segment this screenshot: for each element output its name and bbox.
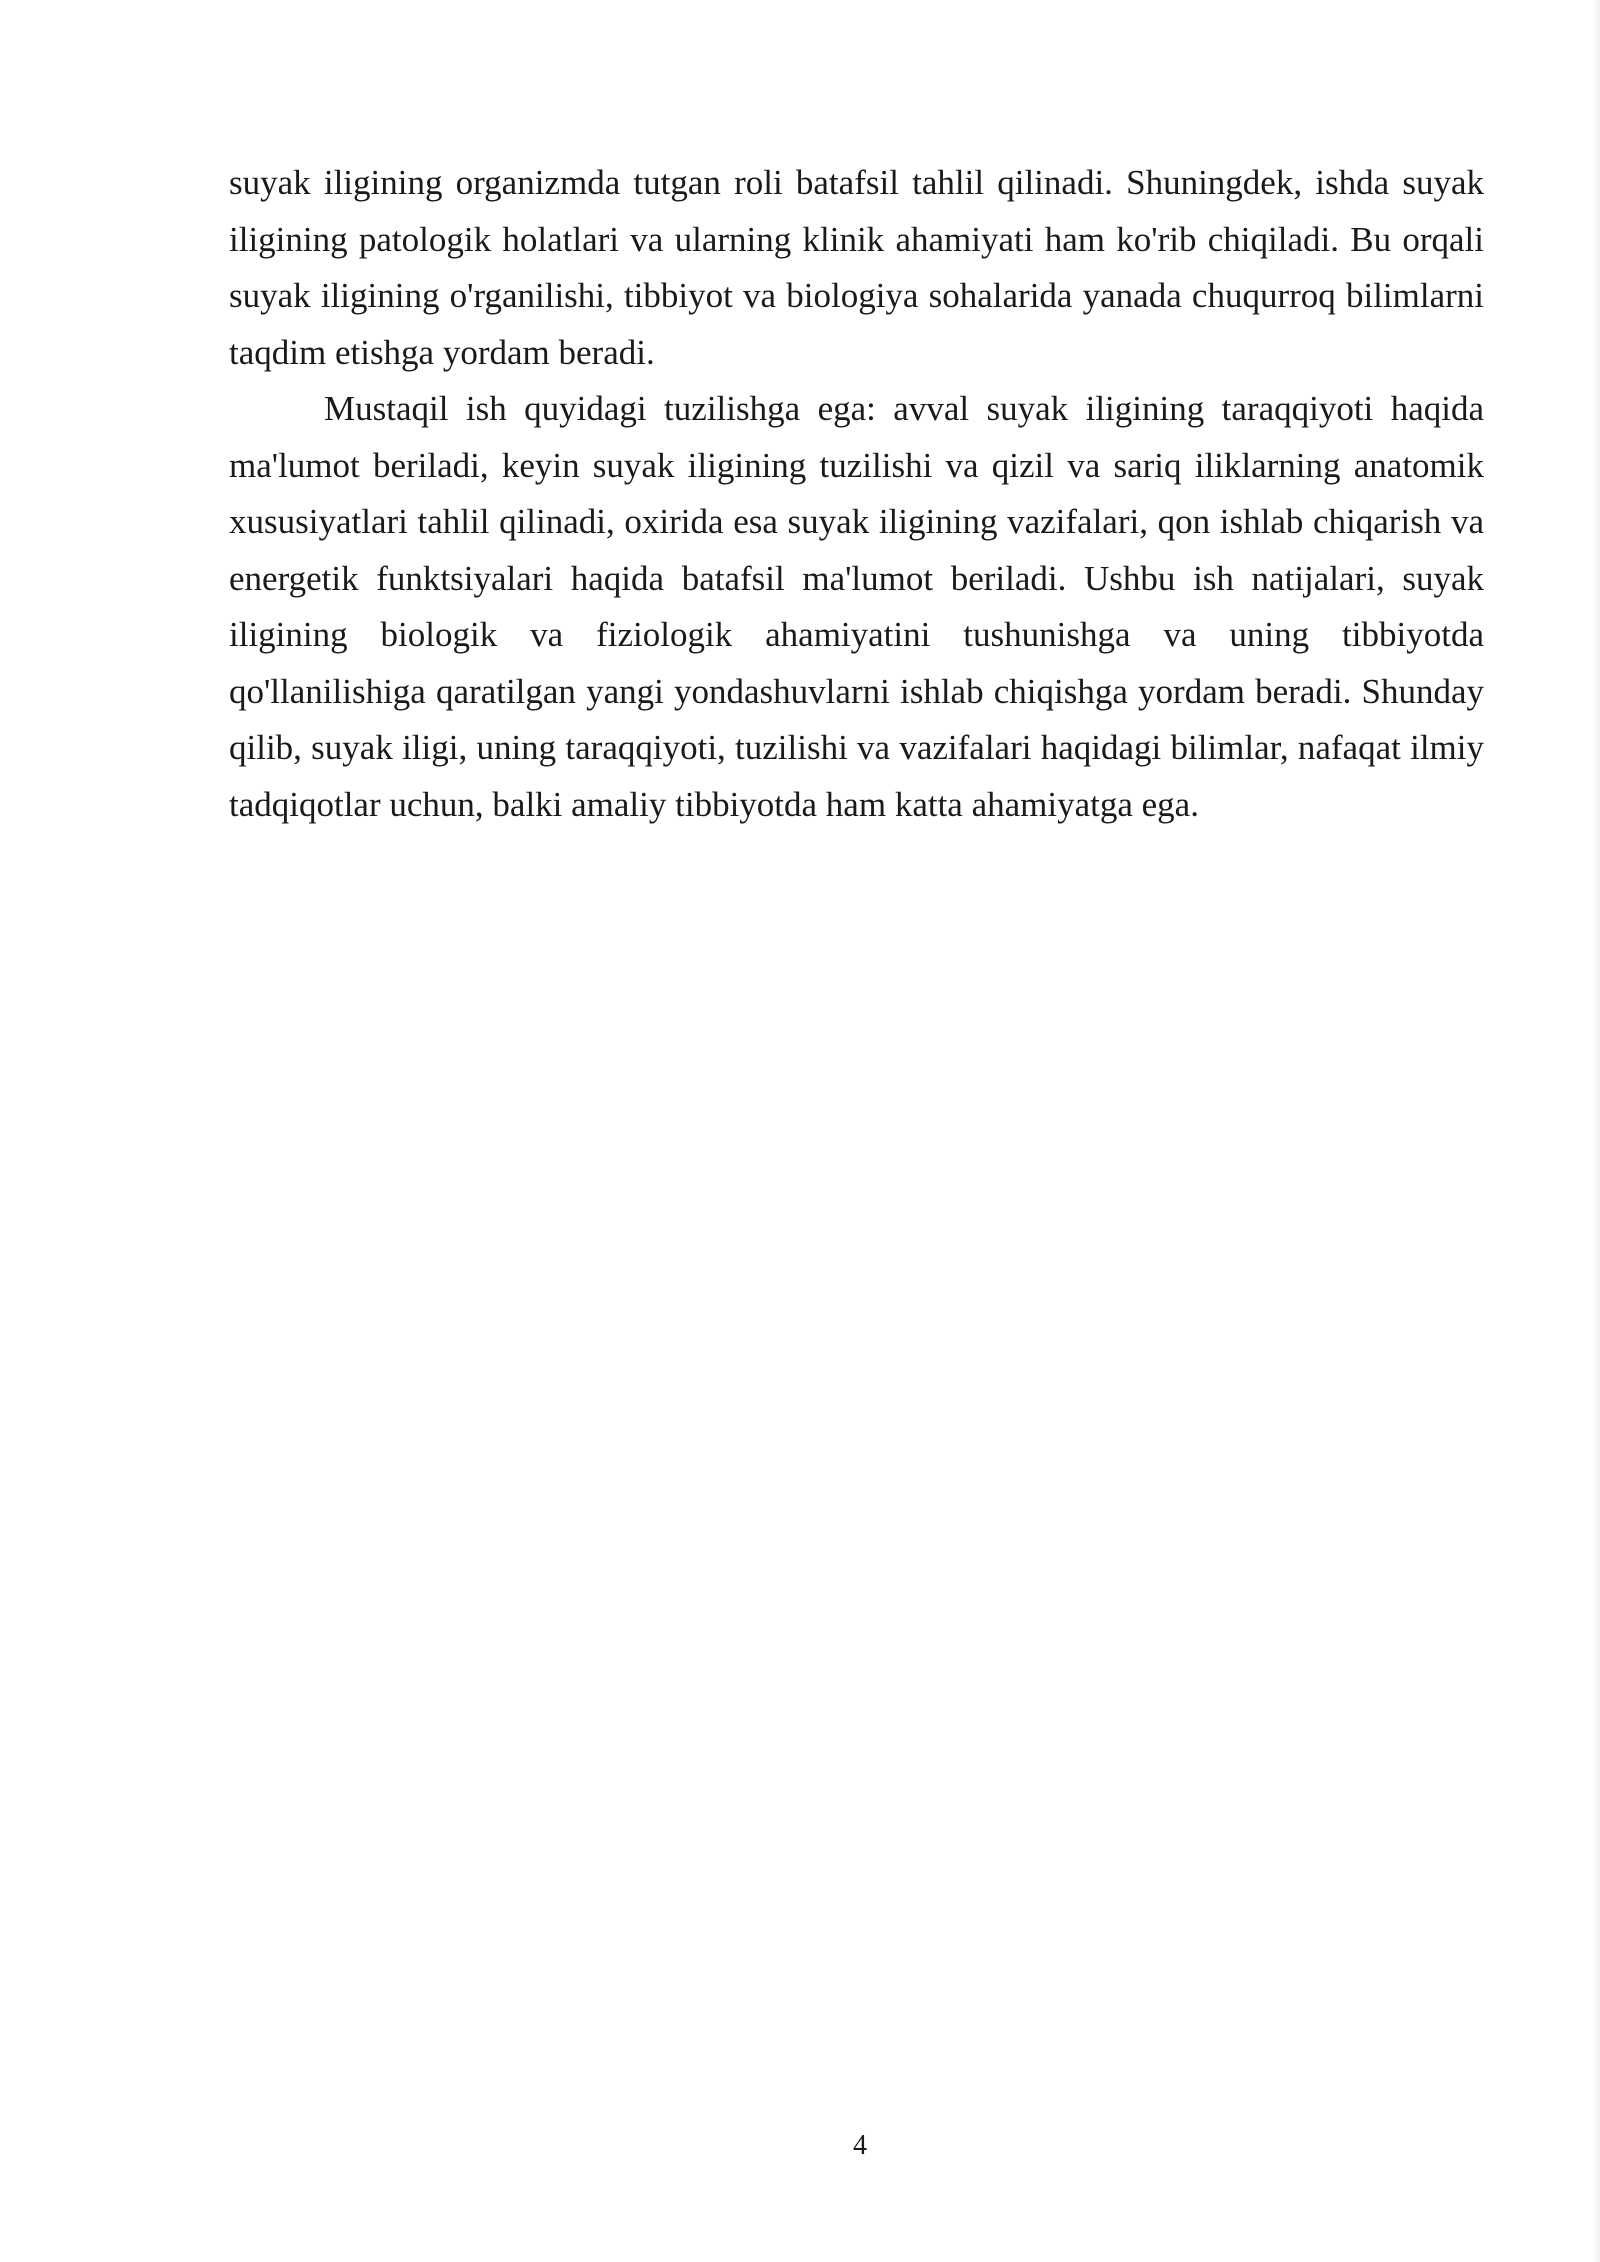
- paragraph-continuation: suyak iligining organizmda tutgan roli batafsil tahlil qilinadi. Shuningdek, ishda suyak iligining patologik holatlari va ularning klinik ahamiyati ham ko'rib chiqiladi. Bu orqali suyak iligining o'rganilishi, tibbiyot va biologiya sohalarida yanada chuqurroq bilimlarni taqdim etishga yordam beradi.: [229, 163, 1484, 372]
- document-body: [229, 155, 1484, 833]
- page-edge-shadow: [1592, 0, 1600, 2262]
- paragraph-structure: Mustaqil ish quyidagi tuzilishga ega: avval suyak iligining taraqqiyoti haqida ma'lumot beriladi, keyin suyak iligining tuzilishi va qizil va sariq iliklarning anatomik xususiyatlari tahlil qilinadi, oxirida esa suyak iligining vazifalari, qon ishlab chiqarish va energetik funktsiyalari haqida batafsil ma'lumot beriladi. Ushbu ish natijalari, suyak iligining biologik va fiziologik ahamiyatini tushunishga va uning tibbiyotda qo'llanilishiga qaratilgan yangi yondashuvlarni ishlab chiqishga yordam beradi. Shunday qilib, suyak iligi, uning taraqqiyoti, tuzilishi va vazifalari haqidagi bilimlar, nafaqat ilmiy tadqiqotlar uchun, balki amaliy tibbiyotda ham katta ahamiyatga ega.: [229, 389, 1484, 824]
- page-number: 4: [853, 2130, 867, 2161]
